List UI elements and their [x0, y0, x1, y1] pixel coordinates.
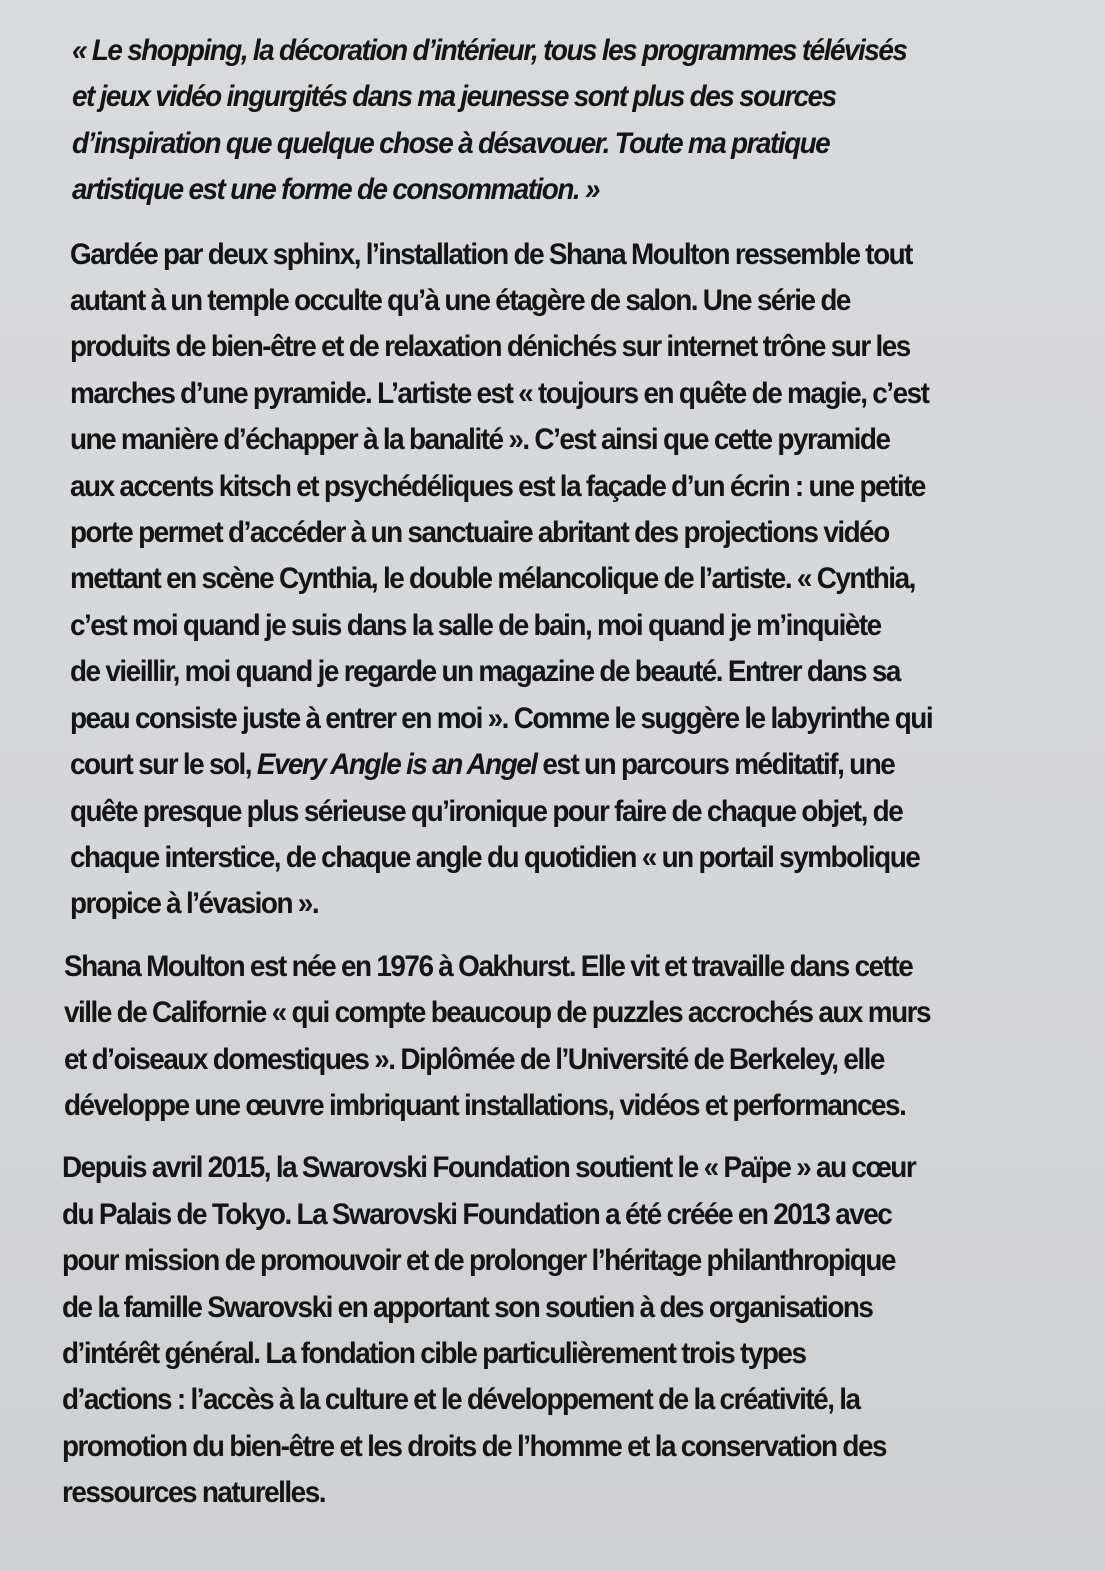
text-line-end: est un parcours méditatif, une: [536, 748, 895, 782]
artist-biography: [64, 944, 1089, 1130]
text-line: une manière d’échapper à la banalité ». C’est ainsi que cette pyramide: [70, 423, 890, 457]
text-line: propice à l’évasion ».: [70, 887, 319, 921]
quote-line: d’inspiration que quelque chose à désavouer. Toute ma pratique: [72, 126, 830, 160]
text-line: aux accents kitsch et psychédéliques est la façade d’un écrin : une petite: [70, 469, 925, 503]
text-line: ville de Californie « qui compte beaucoup de puzzles accrochés aux murs: [64, 996, 931, 1030]
wall-text-panel: [62, 28, 1087, 1517]
text-line: ressources naturelles.: [62, 1476, 326, 1510]
text-line: autant à un temple occulte qu’à une étagère de salon. Une série de: [70, 284, 850, 318]
text-line: quête presque plus sérieuse qu’ironique pour faire de chaque objet, de: [70, 794, 903, 828]
text-line: mettant en scène Cynthia, le double mélancolique de l’artiste. « Cynthia,: [70, 562, 915, 596]
text-line: Depuis avril 2015, la Swarovski Foundation soutient le « Païpe » au cœur: [62, 1151, 916, 1185]
text-line-start: court sur le sol,: [70, 748, 257, 782]
quote-line: « Le shopping, la décoration d’intérieur, tous les programmes télévisés: [72, 34, 907, 67]
text-line: produits de bien-être et de relaxation dénichés sur internet trône sur les: [70, 330, 910, 364]
text-line: Gardée par deux sphinx, l’installation de Shana Moulton ressemble tout: [70, 237, 912, 271]
text-line: Shana Moulton est née en 1976 à Oakhurst. Elle vit et travaille dans cette: [64, 949, 913, 983]
text-line: marches d’une pyramide. L’artiste est « toujours en quête de magie, c’est: [70, 376, 929, 410]
text-line: chaque interstice, de chaque angle du quotidien « un portail symbolique: [70, 840, 920, 874]
artist-quote: [72, 28, 1067, 214]
text-line: du Palais de Tokyo. La Swarovski Foundation a été créée en 2013 avec: [62, 1197, 892, 1231]
text-line: développe une œuvre imbriquant installations, vidéos et performances.: [64, 1088, 906, 1122]
text-line: porte permet d’accéder à un sanctuaire abritant des projections vidéo: [70, 516, 889, 550]
text-line: de la famille Swarovski en apportant son soutien à des organisations: [62, 1290, 873, 1324]
installation-description: [70, 232, 1095, 928]
foundation-description: [62, 1145, 1087, 1516]
work-title: Every Angle is an Angel: [256, 748, 537, 782]
text-line: de vieillir, moi quand je regarde un magazine de beauté. Entrer dans sa: [70, 655, 900, 689]
text-line: et d’oiseaux domestiques ». Diplômée de l’Université de Berkeley, elle: [64, 1042, 884, 1076]
quote-line: artistique est une forme de consommation. »: [72, 173, 600, 207]
text-line: pour mission de promouvoir et de prolonger l’héritage philanthropique: [62, 1244, 895, 1278]
text-line: promotion du bien-être et les droits de l’homme et la conservation des: [62, 1429, 887, 1463]
text-line: peau consiste juste à entrer en moi ». Comme le suggère le labyrinthe qui: [70, 701, 933, 735]
text-line: c’est moi quand je suis dans la salle de bain, moi quand je m’inquiète: [70, 608, 881, 642]
text-line: d’intérêt général. La fondation cible particulièrement trois types: [62, 1336, 806, 1370]
quote-line: et jeux vidéo ingurgités dans ma jeunesse sont plus des sources: [72, 80, 836, 114]
text-line: d’actions : l’accès à la culture et le développement de la créativité, la: [62, 1383, 860, 1417]
